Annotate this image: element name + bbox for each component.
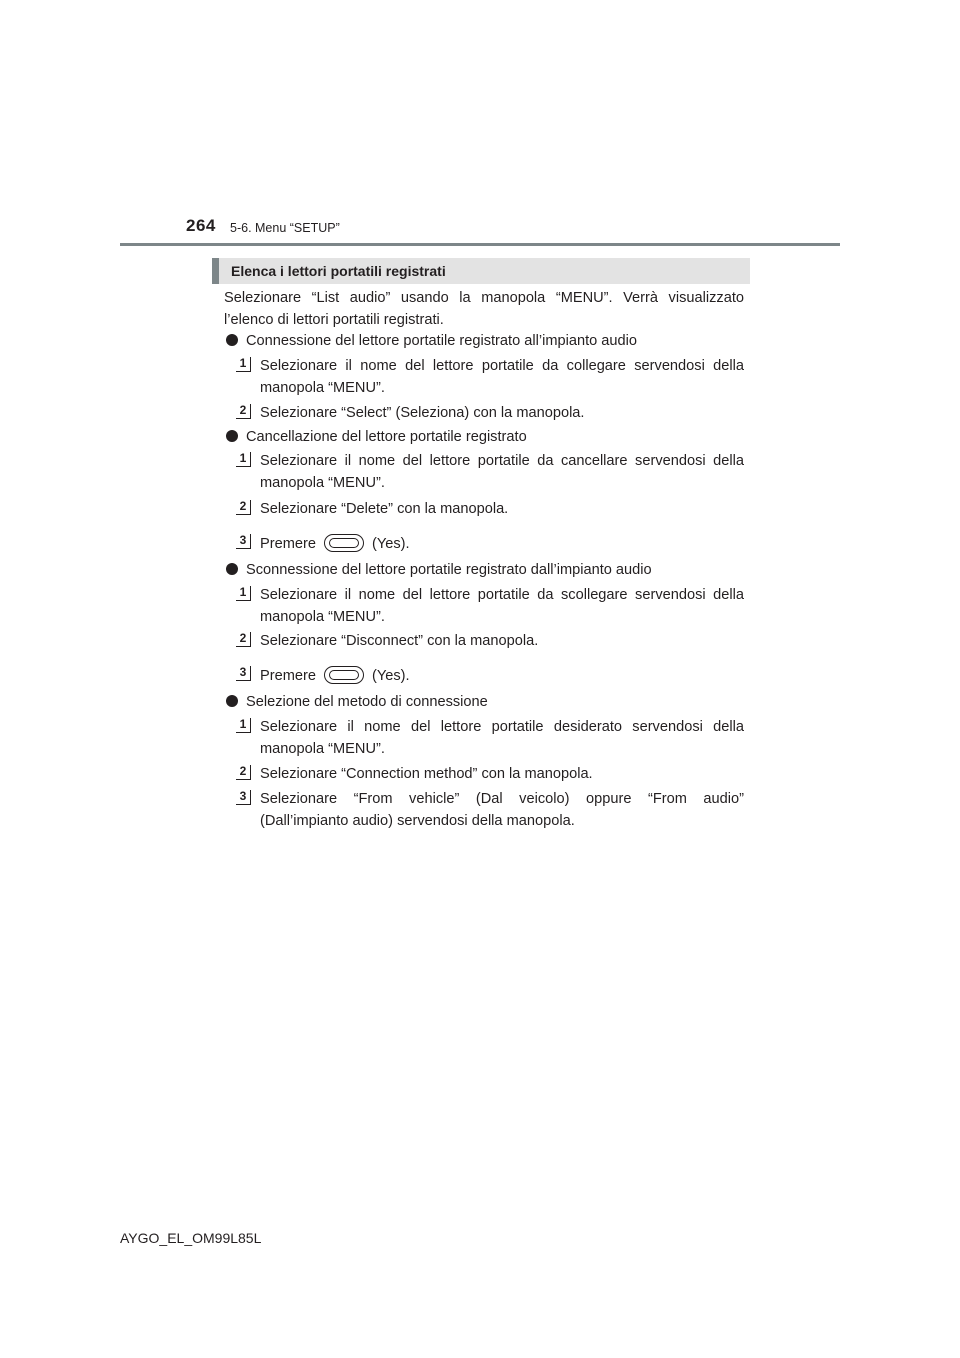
bullet-dot-icon xyxy=(226,563,238,575)
section-title: Elenca i lettori portatili registrati xyxy=(212,258,750,284)
bullet-connect xyxy=(224,330,744,352)
press-after: (Yes). xyxy=(371,668,410,684)
bullet-label: Selezione del metodo di connessione xyxy=(246,694,488,710)
bullet-disconnect xyxy=(224,559,744,581)
step-text xyxy=(260,533,744,555)
breadcrumb: 5-6. Menu “SETUP” xyxy=(230,221,340,235)
step-badge: 2 xyxy=(236,500,251,515)
yes-key-icon xyxy=(324,666,364,684)
bullet-label: Connessione del lettore portatile registrato all’impianto audio xyxy=(246,333,638,349)
press-label: Premere xyxy=(260,536,316,552)
bullet-label: Sconnessione del lettore portatile registrato dall’impianto audio xyxy=(246,562,652,578)
step-text: Selezionare “Connection method” con la manopola. xyxy=(260,766,593,782)
step-text: Selezionare “Disconnect” con la manopola. xyxy=(260,633,539,649)
press-label: Premere xyxy=(260,668,316,684)
bullet-dot-icon xyxy=(226,430,238,442)
bullet-connection-method xyxy=(224,691,744,713)
step-badge: 1 xyxy=(236,452,251,467)
step-text xyxy=(260,665,744,687)
page-number: 264 xyxy=(186,216,216,235)
step-badge: 2 xyxy=(236,404,251,419)
step-text: Selezionare “Select” (Seleziona) con la manopola. xyxy=(260,405,585,421)
step-badge: 1 xyxy=(236,357,251,372)
step-text: Selezionare “Delete” con la manopola. xyxy=(260,501,509,517)
bullet-label: Cancellazione del lettore portatile registrato xyxy=(246,429,527,445)
bullet-dot-icon xyxy=(226,334,238,346)
section-intro: Selezionare “List audio” usando la manopola “MENU”. Verrà visualizzato l’elenco di lettori portatili registrati. xyxy=(224,290,744,328)
step-text: Selezionare il nome del lettore portatile da cancellare servendosi della manopola “MENU”. xyxy=(260,453,744,491)
step-badge: 1 xyxy=(236,718,251,733)
step-text: Selezionare il nome del lettore portatile da scollegare servendosi della manopola “MENU”. xyxy=(260,587,744,625)
press-after: (Yes). xyxy=(371,536,410,552)
step-text: Selezionare il nome del lettore portatile da collegare servendosi della manopola “MENU”. xyxy=(260,358,744,396)
step-text: Selezionare “From vehicle” (Dal veicolo) oppure “From audio” (Dall’impianto audio) servendosi della manopola. xyxy=(260,791,744,829)
header-rule xyxy=(120,243,840,246)
bullet-dot-icon xyxy=(226,695,238,707)
footer-model-code: AYGO_EL_OM99L85L xyxy=(120,1230,262,1246)
bullet-delete xyxy=(224,426,744,448)
step-badge: 3 xyxy=(236,666,251,681)
step-text: Selezionare il nome del lettore portatile desiderato servendosi della manopola “MENU”. xyxy=(260,719,744,757)
step-badge: 2 xyxy=(236,632,251,647)
step-badge: 3 xyxy=(236,790,251,805)
step-badge: 1 xyxy=(236,586,251,601)
step-badge: 2 xyxy=(236,765,251,780)
step-badge: 3 xyxy=(236,534,251,549)
yes-key-icon xyxy=(324,534,364,552)
